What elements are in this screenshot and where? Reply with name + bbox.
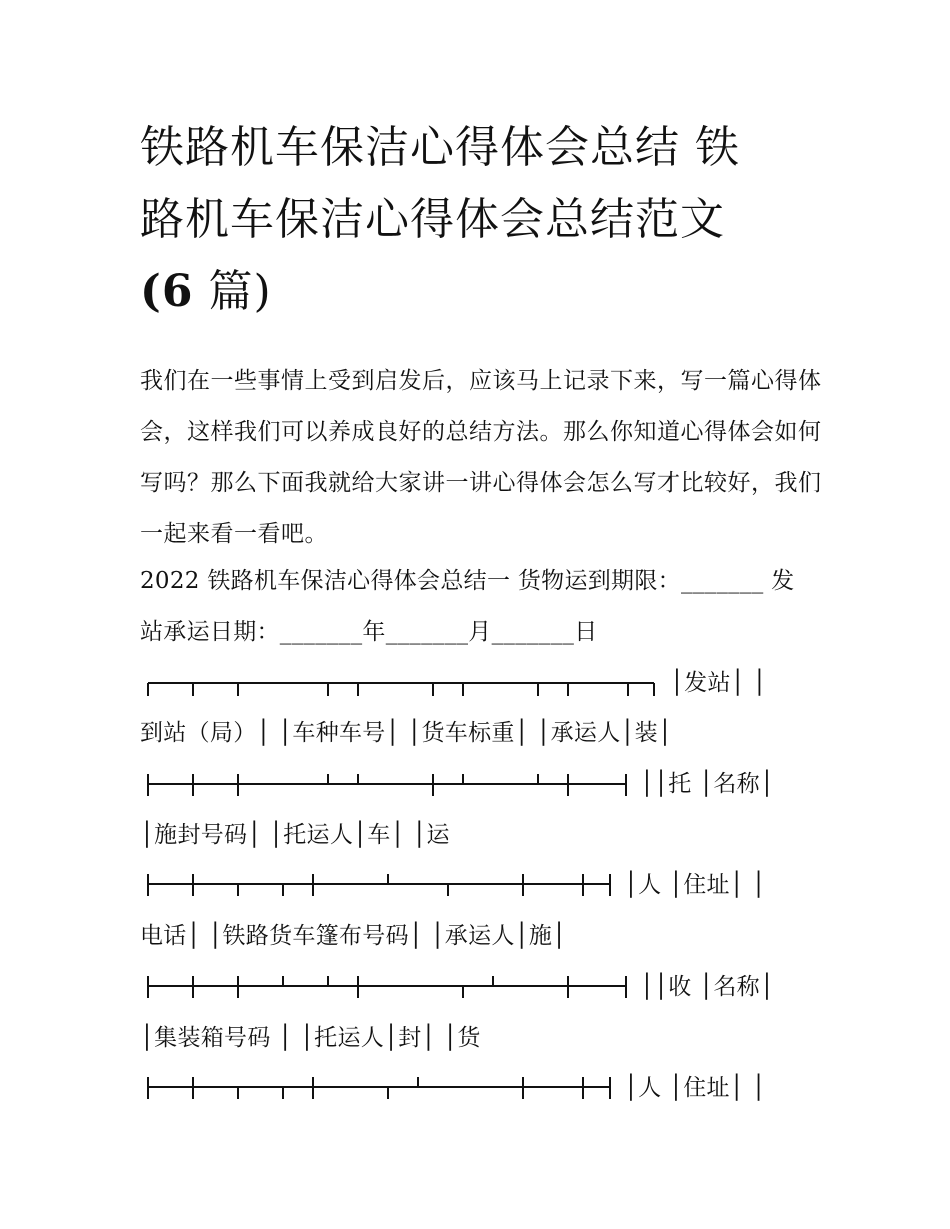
- table-rule-4: [146, 974, 630, 1000]
- title-count-unit: 篇): [193, 266, 272, 317]
- document-title: [140, 112, 830, 328]
- table-row-8: │集装箱号码 │ │托运人│封│ │货: [140, 1025, 481, 1051]
- title-paren-open: (: [140, 266, 162, 317]
- table-rule-3: [146, 872, 614, 898]
- table-rule-top: [146, 672, 658, 698]
- table-row-4: │施封号码│ │托运人│车│ │运: [140, 822, 450, 848]
- form-date-line: 站承运日期：_______年_______月_______日: [140, 619, 598, 645]
- table-row-7: ││收 │名称│: [640, 974, 775, 1000]
- table-row-3: ││托 │名称│: [640, 771, 775, 797]
- table-row-1: │发站│ │: [670, 670, 767, 696]
- table-row-9: │人 │住址│ │: [624, 1075, 766, 1101]
- table-row-5: │人 │住址│ │: [624, 872, 766, 898]
- table-rule-5: [146, 1075, 614, 1101]
- table-row-2: 到站（局）│ │车种车号│ │货车标重│ │承运人│装│: [140, 720, 673, 746]
- title-line-2: 路机车保洁心得体会总结范文: [140, 194, 725, 245]
- intro-paragraph: 我们在一些事情上受到启发后，应该马上记录下来，写一篇心得体会，这样我们可以养成良好的总结方法。那么你知道心得体会如何写吗？那么下面我就给大家讲一讲心得体会怎么写才比较好，我们一起来看一看吧。: [140, 368, 822, 547]
- title-count: 6: [161, 266, 194, 317]
- table-row-6: 电话│ │铁路货车篷布号码│ │承运人│施│: [140, 923, 567, 949]
- title-line-1: 铁路机车保洁心得体会总结 铁: [140, 122, 740, 173]
- form-heading-line: 2022 铁路机车保洁心得体会总结一 货物运到期限：_______ 发: [140, 568, 795, 594]
- table-rule-2: [146, 772, 630, 798]
